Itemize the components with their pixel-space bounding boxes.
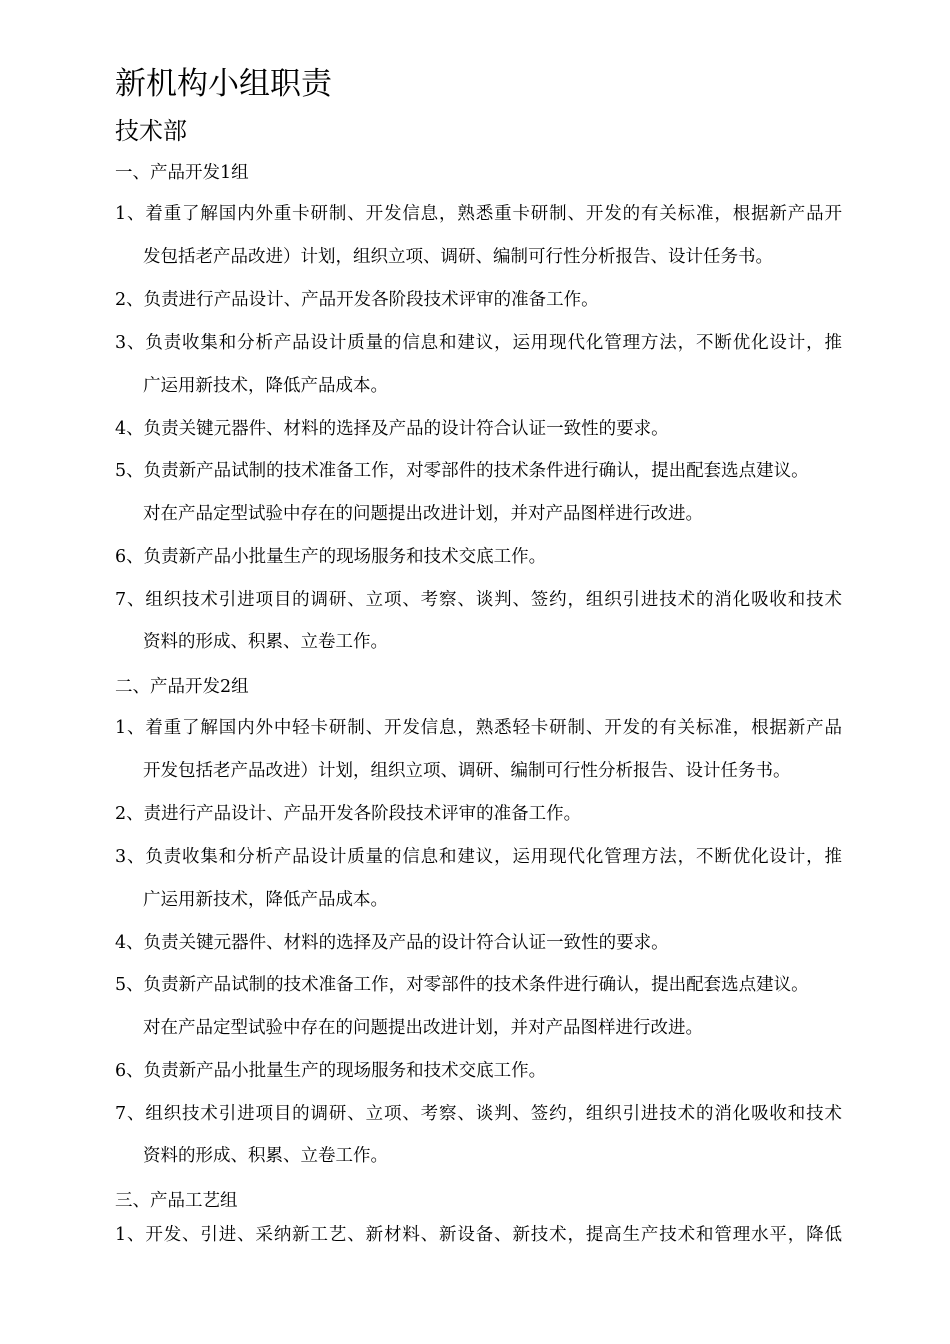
department-heading: 技术部 bbox=[115, 117, 187, 145]
list-item-line: 2、责进行产品设计、产品开发各阶段技术评审的准备工作。 bbox=[115, 804, 582, 824]
list-item-continuation: 资料的形成、积累、立卷工作。 bbox=[143, 632, 388, 652]
section-heading-product-dev-2: 二、产品开发2组 bbox=[115, 677, 249, 697]
list-item-line: 7、组织技术引进项目的调研、立项、考察、谈判、签约，组织引进技术的消化吸收和技术 bbox=[115, 1104, 842, 1124]
list-item-continuation: 对在产品定型试验中存在的问题提出改进计划，并对产品图样进行改进。 bbox=[143, 504, 703, 524]
list-item-line: 1、开发、引进、采纳新工艺、新材料、新设备、新技术，提高生产技术和管理水平，降低 bbox=[115, 1225, 842, 1245]
list-item-continuation: 对在产品定型试验中存在的问题提出改进计划，并对产品图样进行改进。 bbox=[143, 1018, 703, 1038]
list-item-line: 1、着重了解国内外重卡研制、开发信息，熟悉重卡研制、开发的有关标准，根据新产品开 bbox=[115, 204, 842, 224]
list-item-line: 4、负责关键元器件、材料的选择及产品的设计符合认证一致性的要求。 bbox=[115, 933, 669, 953]
list-item-line: 5、负责新产品试制的技术准备工作，对零部件的技术条件进行确认，提出配套选点建议。 bbox=[115, 461, 809, 481]
list-item-line: 7、组织技术引进项目的调研、立项、考察、谈判、签约，组织引进技术的消化吸收和技术 bbox=[115, 590, 842, 610]
list-item-continuation: 资料的形成、积累、立卷工作。 bbox=[143, 1146, 388, 1166]
list-item-continuation: 开发包括老产品改进）计划，组织立项、调研、编制可行性分析报告、设计任务书。 bbox=[143, 761, 791, 781]
list-item-line: 3、负责收集和分析产品设计质量的信息和建议，运用现代化管理方法，不断优化设计，推 bbox=[115, 333, 842, 353]
list-item-line: 2、负责进行产品设计、产品开发各阶段技术评审的准备工作。 bbox=[115, 290, 599, 310]
list-item-continuation: 发包括老产品改进）计划，组织立项、调研、编制可行性分析报告、设计任务书。 bbox=[143, 247, 773, 267]
list-item-line: 1、着重了解国内外中轻卡研制、开发信息，熟悉轻卡研制、开发的有关标准，根据新产品 bbox=[115, 718, 842, 738]
list-item-line: 6、负责新产品小批量生产的现场服务和技术交底工作。 bbox=[115, 547, 547, 567]
section-heading-process: 三、产品工艺组 bbox=[115, 1191, 238, 1211]
list-item-continuation: 广运用新技术，降低产品成本。 bbox=[143, 890, 388, 910]
section-heading-product-dev-1: 一、产品开发1组 bbox=[115, 163, 249, 183]
document-title: 新机构小组职责 bbox=[115, 66, 332, 102]
list-item-continuation: 广运用新技术，降低产品成本。 bbox=[143, 376, 388, 396]
list-item-line: 5、负责新产品试制的技术准备工作，对零部件的技术条件进行确认，提出配套选点建议。 bbox=[115, 975, 809, 995]
list-item-line: 3、负责收集和分析产品设计质量的信息和建议，运用现代化管理方法，不断优化设计，推 bbox=[115, 847, 842, 867]
list-item-line: 4、负责关键元器件、材料的选择及产品的设计符合认证一致性的要求。 bbox=[115, 419, 669, 439]
list-item-line: 6、负责新产品小批量生产的现场服务和技术交底工作。 bbox=[115, 1061, 547, 1081]
